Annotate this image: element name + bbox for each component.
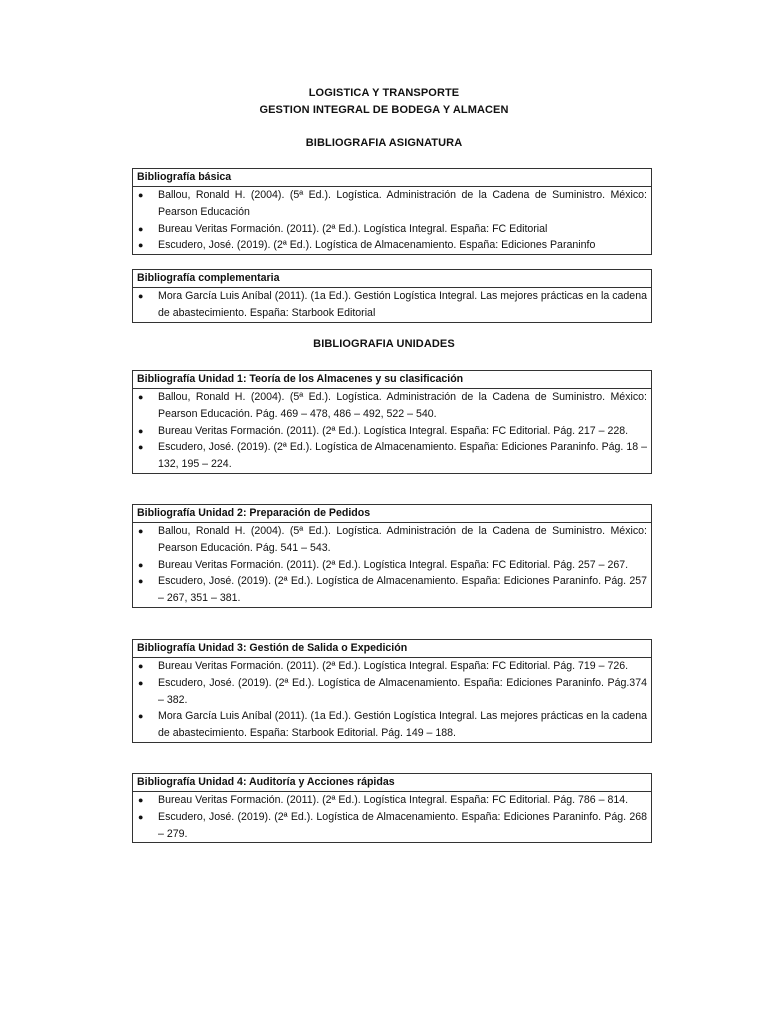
list-item (133, 792, 647, 809)
list-item (133, 237, 647, 254)
bib-entry-text: Bureau Veritas Formación. (2011). (2ª Ed.). Logística Integral. España: FC Editorial. Pág. 719 – 726. (158, 660, 629, 672)
list-item (133, 573, 647, 607)
list-item (133, 658, 647, 675)
bib-table-header: Bibliografía Unidad 1: Teoría de los Almacenes y su clasificación (133, 371, 651, 389)
title-line-1: LOGISTICA Y TRANSPORTE (308, 87, 460, 99)
list-item (133, 557, 647, 574)
bib-table-header: Bibliografía Unidad 3: Gestión de Salida o Expedición (133, 640, 651, 658)
bib-table-basica (132, 168, 652, 255)
bib-list (133, 658, 651, 742)
bullet-icon: ● (138, 190, 144, 200)
bib-table-unidad-2 (132, 504, 652, 608)
bib-entry-text: Bureau Veritas Formación. (2011). (2ª Ed.). Logística Integral. España: FC Editorial (158, 222, 548, 235)
bullet-icon: ● (138, 392, 144, 402)
bib-entry-text: Ballou, Ronald H. (2004). (5ª Ed.). Logística. Administración de la Cadena de Suministro. México: Pearson Educación (158, 189, 647, 218)
bib-list (133, 288, 651, 322)
bib-table-header: Bibliografía Unidad 4: Auditoría y Acciones rápidas (133, 774, 651, 792)
bib-entry-text: Escudero, José. (2019). (2ª Ed.). Logística de Almacenamiento. España: Ediciones Paraninfo (158, 239, 596, 252)
bib-list (133, 187, 651, 254)
bib-entry-text: Escudero, José. (2019). (2ª Ed.). Logística de Almacenamiento. España: Ediciones Paraninfo. Pág. 268 – 279. (158, 810, 647, 840)
bib-table-unidad-1 (132, 370, 652, 474)
list-item (133, 439, 647, 473)
bib-list (133, 389, 651, 473)
list-item (133, 389, 647, 423)
bullet-icon: ● (138, 442, 144, 453)
document-title (0, 85, 768, 119)
bib-entry-text: Escudero, José. (2019). (2ª Ed.). Logística de Almacenamiento. España: Ediciones Paraninfo. Pág. 18 – 132, 195 – 224. (158, 441, 647, 471)
bib-entry-text: Ballou, Ronald H. (2004). (5ª Ed.). Logística. Administración de la Cadena de Suministro. México: Pearson Educación. Pág. 469 – 478, 486 – 492, 522 – 540. (158, 391, 647, 420)
bullet-icon: ● (138, 526, 144, 536)
bullet-icon: ● (138, 223, 144, 234)
title-line-2: GESTION INTEGRAL DE BODEGA Y ALMACEN (259, 104, 509, 116)
bib-table-unidad-3 (132, 639, 652, 743)
bullet-icon: ● (138, 425, 144, 436)
bib-entry-text: Escudero, José. (2019). (2ª Ed.). Logística de Almacenamiento. España: Ediciones Paraninfo. Pág.374 – 382. (158, 676, 647, 706)
list-item (133, 523, 647, 557)
bib-table-header: Bibliografía complementaria (133, 270, 651, 288)
bullet-icon: ● (138, 711, 144, 722)
bib-table-header: Bibliografía Unidad 2: Preparación de Pedidos (133, 505, 651, 523)
bib-entry-text: Bureau Veritas Formación. (2011). (2ª Ed.). Logística Integral. España: FC Editorial. Pág. 786 – 814. (158, 794, 629, 806)
list-item (133, 423, 647, 440)
list-item (133, 187, 647, 221)
bib-entry-text: Escudero, José. (2019). (2ª Ed.). Logística de Almacenamiento. España: Ediciones Paraninfo. Pág. 257 – 267, 351 – 381. (158, 575, 647, 605)
list-item (133, 708, 647, 742)
bib-entry-text: Bureau Veritas Formación. (2011). (2ª Ed.). Logística Integral. España: FC Editorial. Pág. 217 – 228. (158, 424, 629, 437)
bullet-icon: ● (138, 795, 144, 805)
bib-entry-text: Mora García Luis Aníbal (2011). (1a Ed.). Gestión Logística Integral. Las mejores prácticas en la cadena de abastecimiento. España: Starbook Editorial. Pág. 149 – 188. (158, 710, 647, 740)
bullet-icon: ● (138, 240, 144, 251)
bib-list (133, 792, 651, 842)
bib-entry-text: Mora García Luis Aníbal (2011). (1a Ed.). Gestión Logística Integral. Las mejores prácticas en la cadena de abastecimiento. España: Starbook Editorial (158, 290, 647, 319)
list-item (133, 675, 647, 709)
bib-entry-text: Bureau Veritas Formación. (2011). (2ª Ed.). Logística Integral. España: FC Editorial. Pág. 257 – 267. (158, 558, 629, 571)
bullet-icon: ● (138, 811, 144, 822)
bullet-icon: ● (138, 677, 144, 688)
bib-table-header: Bibliografía básica (133, 169, 651, 187)
bib-table-complementaria (132, 269, 652, 323)
section-heading-unidades: BIBLIOGRAFIA UNIDADES (313, 338, 455, 350)
bullet-icon: ● (138, 661, 144, 671)
bullet-icon: ● (138, 576, 144, 587)
section-heading-asignatura: BIBLIOGRAFIA ASIGNATURA (305, 137, 463, 149)
list-item (133, 809, 647, 843)
bib-list (133, 523, 651, 607)
bib-table-unidad-4 (132, 773, 652, 843)
bullet-icon: ● (138, 559, 144, 570)
bullet-icon: ● (138, 291, 144, 301)
list-item (133, 288, 647, 322)
list-item (133, 221, 647, 238)
bib-entry-text: Ballou, Ronald H. (2004). (5ª Ed.). Logística. Administración de la Cadena de Suministro. México: Pearson Educación. Pág. 541 – 543. (158, 525, 647, 554)
